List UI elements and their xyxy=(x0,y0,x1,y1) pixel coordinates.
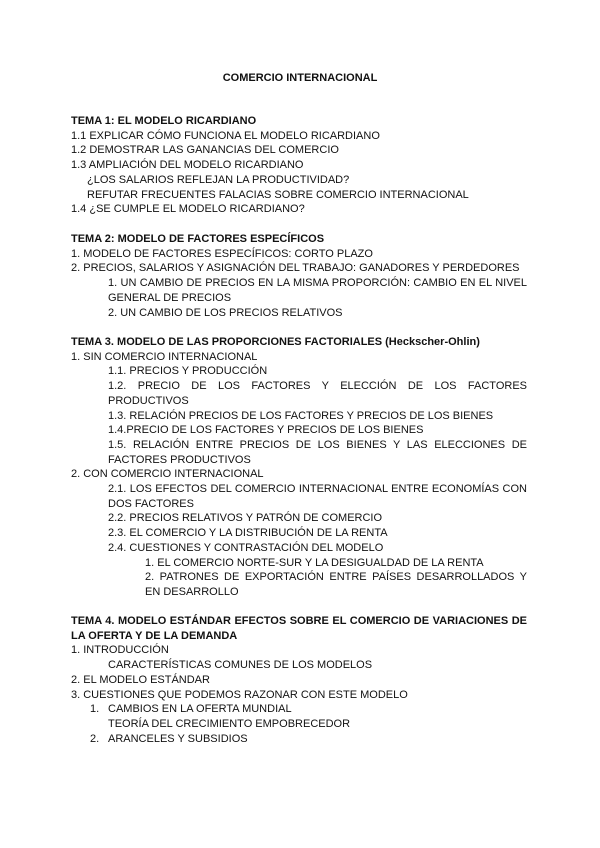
tema3-subsubitem-2: 2. PATRONES DE EXPORTACIÓN ENTRE PAÍSES DESARROLLADOS Y EN DESARROLLO xyxy=(145,571,527,598)
tema3-subitem-1-2: 1.2. PRECIO DE LOS FACTORES Y ELECCIÓN DE LOS FACTORES PRODUCTIVOS xyxy=(108,380,527,407)
tema3-item-2: 2. CON COMERCIO INTERNACIONAL xyxy=(71,468,264,481)
tema3-subitem-1-3: 1.3. RELACIÓN PRECIOS DE LOS FACTORES Y PRECIOS DE LOS BIENES xyxy=(108,409,494,422)
tema3-subitem-2-3: 2.3. EL COMERCIO Y LA DISTRIBUCIÓN DE LA RENTA xyxy=(108,527,388,540)
tema1-item-1-3: 1.3 AMPLIACIÓN DEL MODELO RICARDIANO xyxy=(71,159,304,172)
tema4-subitem-caracteristicas: CARACTERÍSTICAS COMUNES DE LOS MODELOS xyxy=(108,659,373,672)
tema4-section xyxy=(71,614,527,746)
tema4-item-1: 1. INTRODUCCIÓN xyxy=(71,644,169,657)
tema3-subitem-1-5: 1.5. RELACIÓN ENTRE PRECIOS DE LOS BIENES Y LAS ELECCIONES DE FACTORES PRODUCTIVOS xyxy=(108,438,527,466)
tema3-subitem-2-2: 2.2. PRECIOS RELATIVOS Y PATRÓN DE COMERCIO xyxy=(108,512,383,525)
tema3-subitem-1-4: 1.4.PRECIO DE LOS FACTORES Y PRECIOS DE LOS BIENES xyxy=(108,424,424,437)
tema2-subitem-2: 2. UN CAMBIO DE LOS PRECIOS RELATIVOS xyxy=(108,306,343,319)
tema2-section xyxy=(71,232,527,320)
tema4-heading: TEMA 4. MODELO ESTÁNDAR EFECTOS SOBRE EL COMERCIO DE VARIACIONES DE LA OFERTA Y DE LA DEMANDA xyxy=(71,615,527,642)
tema1-subitem-salarios: ¿LOS SALARIOS REFLEJAN LA PRODUCTIVIDAD? xyxy=(87,173,350,186)
tema4-subitem-1-number: 1. xyxy=(90,703,100,716)
tema3-subitem-1-1: 1.1. PRECIOS Y PRODUCCIÓN xyxy=(108,365,268,378)
tema1-heading: TEMA 1: EL MODELO RICARDIANO xyxy=(71,115,257,127)
tema2-item-2: 2. PRECIOS, SALARIOS Y ASIGNACIÓN DEL TRABAJO: GANADORES Y PERDEDORES xyxy=(71,262,520,275)
tema4-item-2: 2. EL MODELO ESTÁNDAR xyxy=(71,673,210,686)
tema4-subitem-2 xyxy=(71,732,527,747)
tema4-subitem-1-label: CAMBIOS EN LA OFERTA MUNDIAL xyxy=(108,703,292,716)
tema1-section xyxy=(71,114,527,217)
tema3-section xyxy=(71,335,527,600)
tema4-subitem-1 xyxy=(71,702,527,717)
tema3-item-1: 1. SIN COMERCIO INTERNACIONAL xyxy=(71,350,258,363)
tema3-subsubitem-1: 1. EL COMERCIO NORTE-SUR Y LA DESIGUALDAD DE LA RENTA xyxy=(145,556,484,569)
document-title: COMERCIO INTERNACIONAL xyxy=(222,72,378,84)
tema4-subitem-2-number: 2. xyxy=(90,732,100,745)
tema1-item-1-1: 1.1 EXPLICAR CÓMO FUNCIONA EL MODELO RICARDIANO xyxy=(71,129,380,142)
tema3-subitem-2-4: 2.4. CUESTIONES Y CONTRASTACIÓN DEL MODELO xyxy=(108,541,384,554)
tema1-item-1-2: 1.2 DEMOSTRAR LAS GANANCIAS DEL COMERCIO xyxy=(71,144,339,157)
tema1-subitem-falacias: REFUTAR FRECUENTES FALACIAS SOBRE COMERCIO INTERNACIONAL xyxy=(87,188,469,201)
tema1-item-1-4: 1.4 ¿SE CUMPLE EL MODELO RICARDIANO? xyxy=(71,203,305,216)
tema2-subitem-1: 1. UN CAMBIO DE PRECIOS EN LA MISMA PROPORCIÓN: CAMBIO EN EL NIVEL GENERAL DE PRECIOS xyxy=(108,277,527,304)
tema4-subitem-crecimiento: TEORÍA DEL CRECIMIENTO EMPOBRECEDOR xyxy=(108,717,351,730)
tema3-heading: TEMA 3. MODELO DE LAS PROPORCIONES FACTORIALES (Heckscher-Ohlin) xyxy=(71,336,480,348)
tema2-item-1: 1. MODELO DE FACTORES ESPECÍFICOS: CORTO PLAZO xyxy=(71,247,373,260)
tema4-subitem-2-label: ARANCELES Y SUBSIDIOS xyxy=(108,732,248,745)
tema2-heading: TEMA 2: MODELO DE FACTORES ESPECÍFICOS xyxy=(71,233,325,245)
tema4-item-3: 3. CUESTIONES QUE PODEMOS RAZONAR CON ESTE MODELO xyxy=(71,688,408,701)
tema3-subitem-2-1: 2.1. LOS EFECTOS DEL COMERCIO INTERNACIONAL ENTRE ECONOMÍAS CON DOS FACTORES xyxy=(108,483,527,510)
